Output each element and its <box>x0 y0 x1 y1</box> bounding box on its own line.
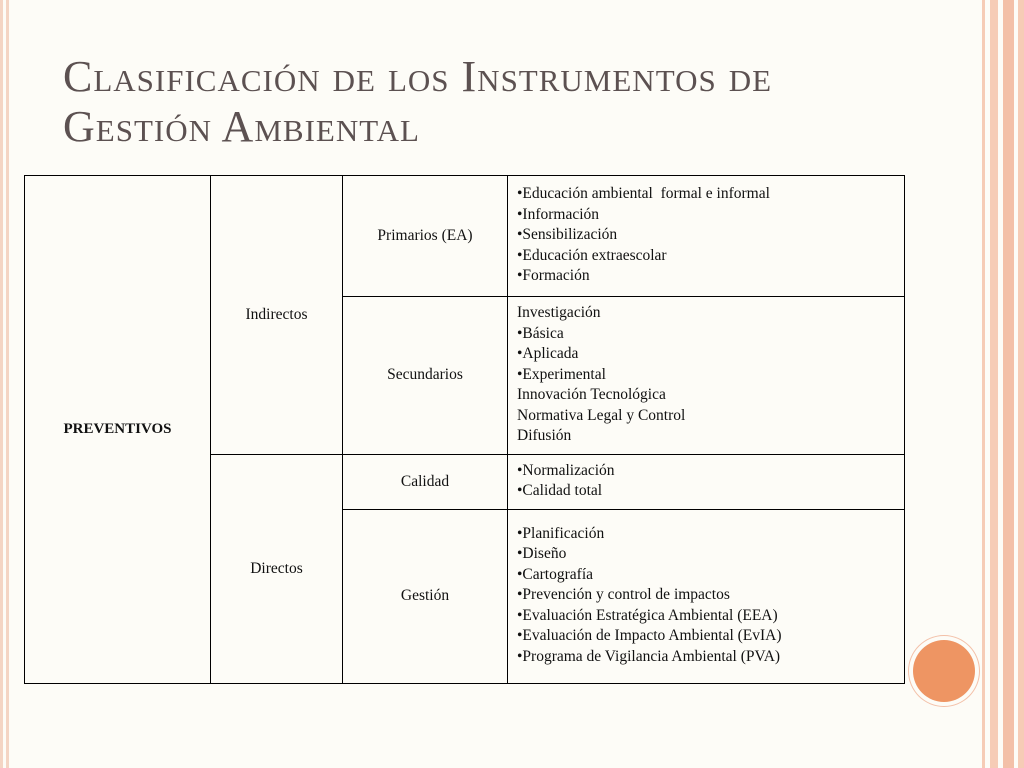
list-item: •Evaluación Estratégica Ambiental (EEA) <box>517 606 778 624</box>
group-cell-indirectos <box>211 176 343 455</box>
list-item: Difusión <box>517 427 572 444</box>
type-label: Calidad <box>400 472 450 490</box>
title-line-1: Clasificación de los Instrumentos de <box>63 52 773 101</box>
items-cell <box>508 454 905 509</box>
group-cell-directos <box>211 454 343 683</box>
list-item: •Sensibilización <box>517 226 618 244</box>
list-item: •Planificación <box>517 524 605 542</box>
list-item: •Aplicada <box>517 345 579 362</box>
type-label: Secundarios <box>387 366 463 384</box>
type-cell <box>343 509 508 683</box>
list-item: •Educación extraescolar <box>517 246 667 264</box>
items-cell <box>508 176 905 297</box>
type-cell <box>343 176 508 297</box>
classification-table <box>24 175 905 684</box>
type-label: Primarios (EA) <box>377 227 473 244</box>
title-line-2: Gestión Ambiental <box>63 102 420 151</box>
list-item: •Programa de Vigilancia Ambiental (PVA) <box>517 647 781 665</box>
left-border-decoration <box>0 0 12 768</box>
group-label: Indirectos <box>245 305 308 323</box>
list-item: Normativa Legal y Control <box>517 406 686 424</box>
slide-title <box>63 52 963 152</box>
category-cell <box>25 176 211 684</box>
items-cell <box>508 509 905 683</box>
list-item: •Educación ambiental formal e informal <box>517 185 770 203</box>
list-item: •Experimental <box>517 365 606 383</box>
items-cell <box>508 297 905 455</box>
type-cell <box>343 297 508 455</box>
list-item: •Prevención y control de impactos <box>517 586 730 604</box>
type-label: Gestión <box>400 587 450 604</box>
list-item: Investigación <box>517 304 601 321</box>
group-label: Directos <box>250 559 303 577</box>
list-item: •Calidad total <box>517 482 603 499</box>
table-row <box>25 176 905 297</box>
list-item: •Formación <box>517 267 590 285</box>
decorative-circle <box>913 640 975 702</box>
list-item: •Información <box>517 205 600 223</box>
type-cell <box>343 454 508 509</box>
list-item: •Evaluación de Impacto Ambiental (EvIA) <box>517 627 782 645</box>
list-item: •Diseño <box>517 545 567 563</box>
list-item: Innovación Tecnológica <box>517 386 666 403</box>
list-item: •Cartografía <box>517 565 594 583</box>
list-item: •Normalización <box>517 461 615 479</box>
right-border-decoration <box>978 0 1024 768</box>
category-label: PREVENTIVOS <box>63 420 172 437</box>
list-item: •Básica <box>517 324 564 342</box>
